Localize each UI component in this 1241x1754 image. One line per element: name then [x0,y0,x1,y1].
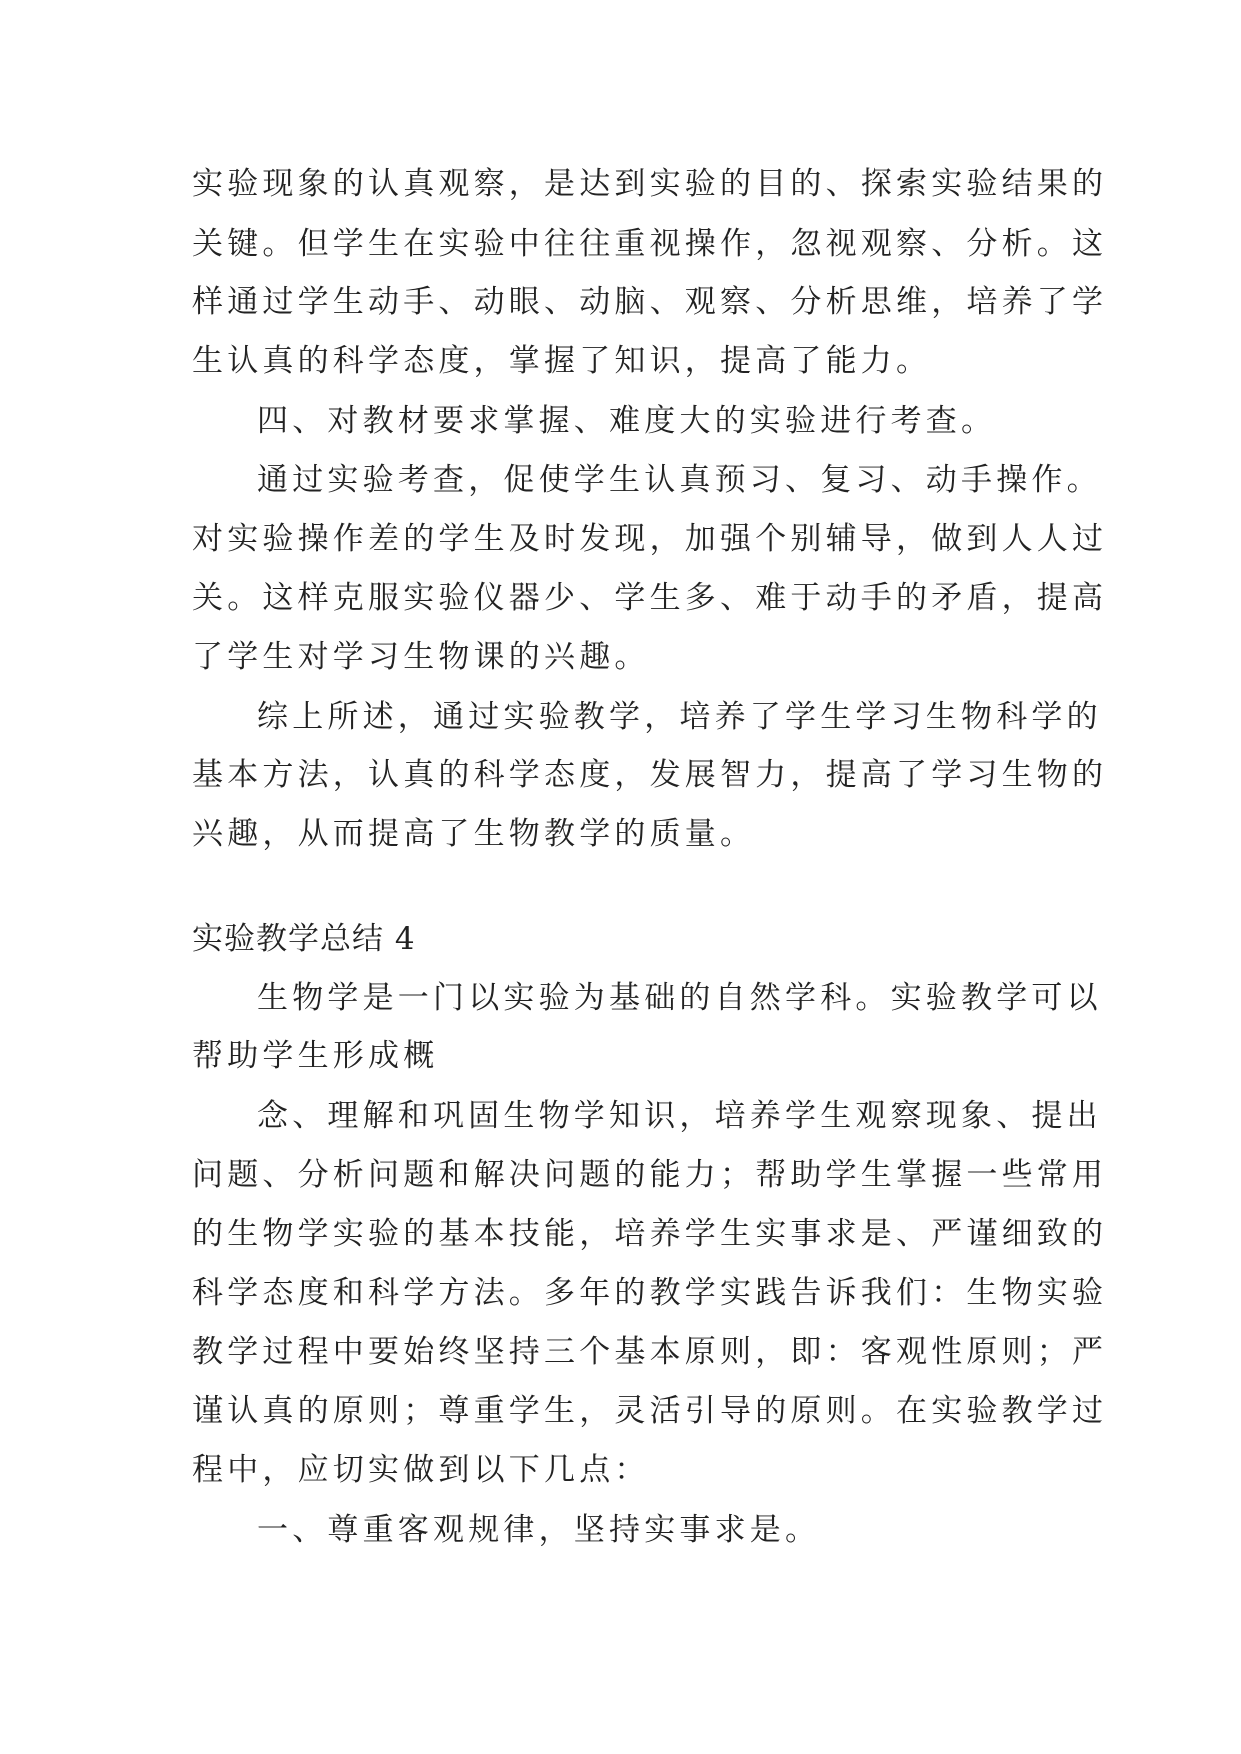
paragraph-line: 对实验操作差的学生及时发现，加强个别辅导，做到人人过 [192,521,1108,557]
paragraph-line: 实验现象的认真观察，是达到实验的目的、探索实验结果的 [192,166,1108,202]
paragraph-line: 程中，应切实做到以下几点： [192,1452,650,1488]
paragraph-line: 生物学是一门以实验为基础的自然学科。实验教学可以 [257,980,1102,1016]
section-heading-four: 四、对教材要求掌握、难度大的实验进行考查。 [257,403,997,439]
paragraph-line: 了学生对学习生物课的兴趣。 [192,639,650,675]
paragraph-line: 的生物学实验的基本技能，培养学生实事求是、严谨细致的 [192,1216,1108,1252]
paragraph-line: 关。这样克服实验仪器少、学生多、难于动手的矛盾，提高 [192,580,1108,616]
paragraph-line: 兴趣，从而提高了生物教学的质量。 [192,816,756,852]
paragraph-line: 谨认真的原则；尊重学生，灵活引导的原则。在实验教学过 [192,1393,1108,1429]
paragraph-line: 关键。但学生在实验中往往重视操作，忽视观察、分析。这 [192,226,1108,262]
paragraph-line: 综上所述，通过实验教学，培养了学生学习生物科学的 [257,699,1102,735]
paragraph-line: 帮助学生形成概 [192,1038,439,1074]
paragraph-line: 基本方法，认真的科学态度，发展智力，提高了学习生物的 [192,757,1108,793]
paragraph-line: 科学态度和科学方法。多年的教学实践告诉我们：生物实验 [192,1275,1108,1311]
paragraph-line: 通过实验考查，促使学生认真预习、复习、动手操作。 [257,462,1102,498]
paragraph-line: 样通过学生动手、动眼、动脑、观察、分析思维，培养了学 [192,284,1108,320]
paragraph-line: 生认真的科学态度，掌握了知识，提高了能力。 [192,343,932,379]
paragraph-line: 问题、分析问题和解决问题的能力；帮助学生掌握一些常用 [192,1157,1108,1193]
paragraph-line: 教学过程中要始终坚持三个基本原则，即：客观性原则；严 [192,1334,1108,1370]
section-title: 实验教学总结 4 [192,921,416,957]
section-heading-one: 一、尊重客观规律，坚持实事求是。 [257,1512,821,1548]
paragraph-line: 念、理解和巩固生物学知识，培养学生观察现象、提出 [257,1098,1102,1134]
